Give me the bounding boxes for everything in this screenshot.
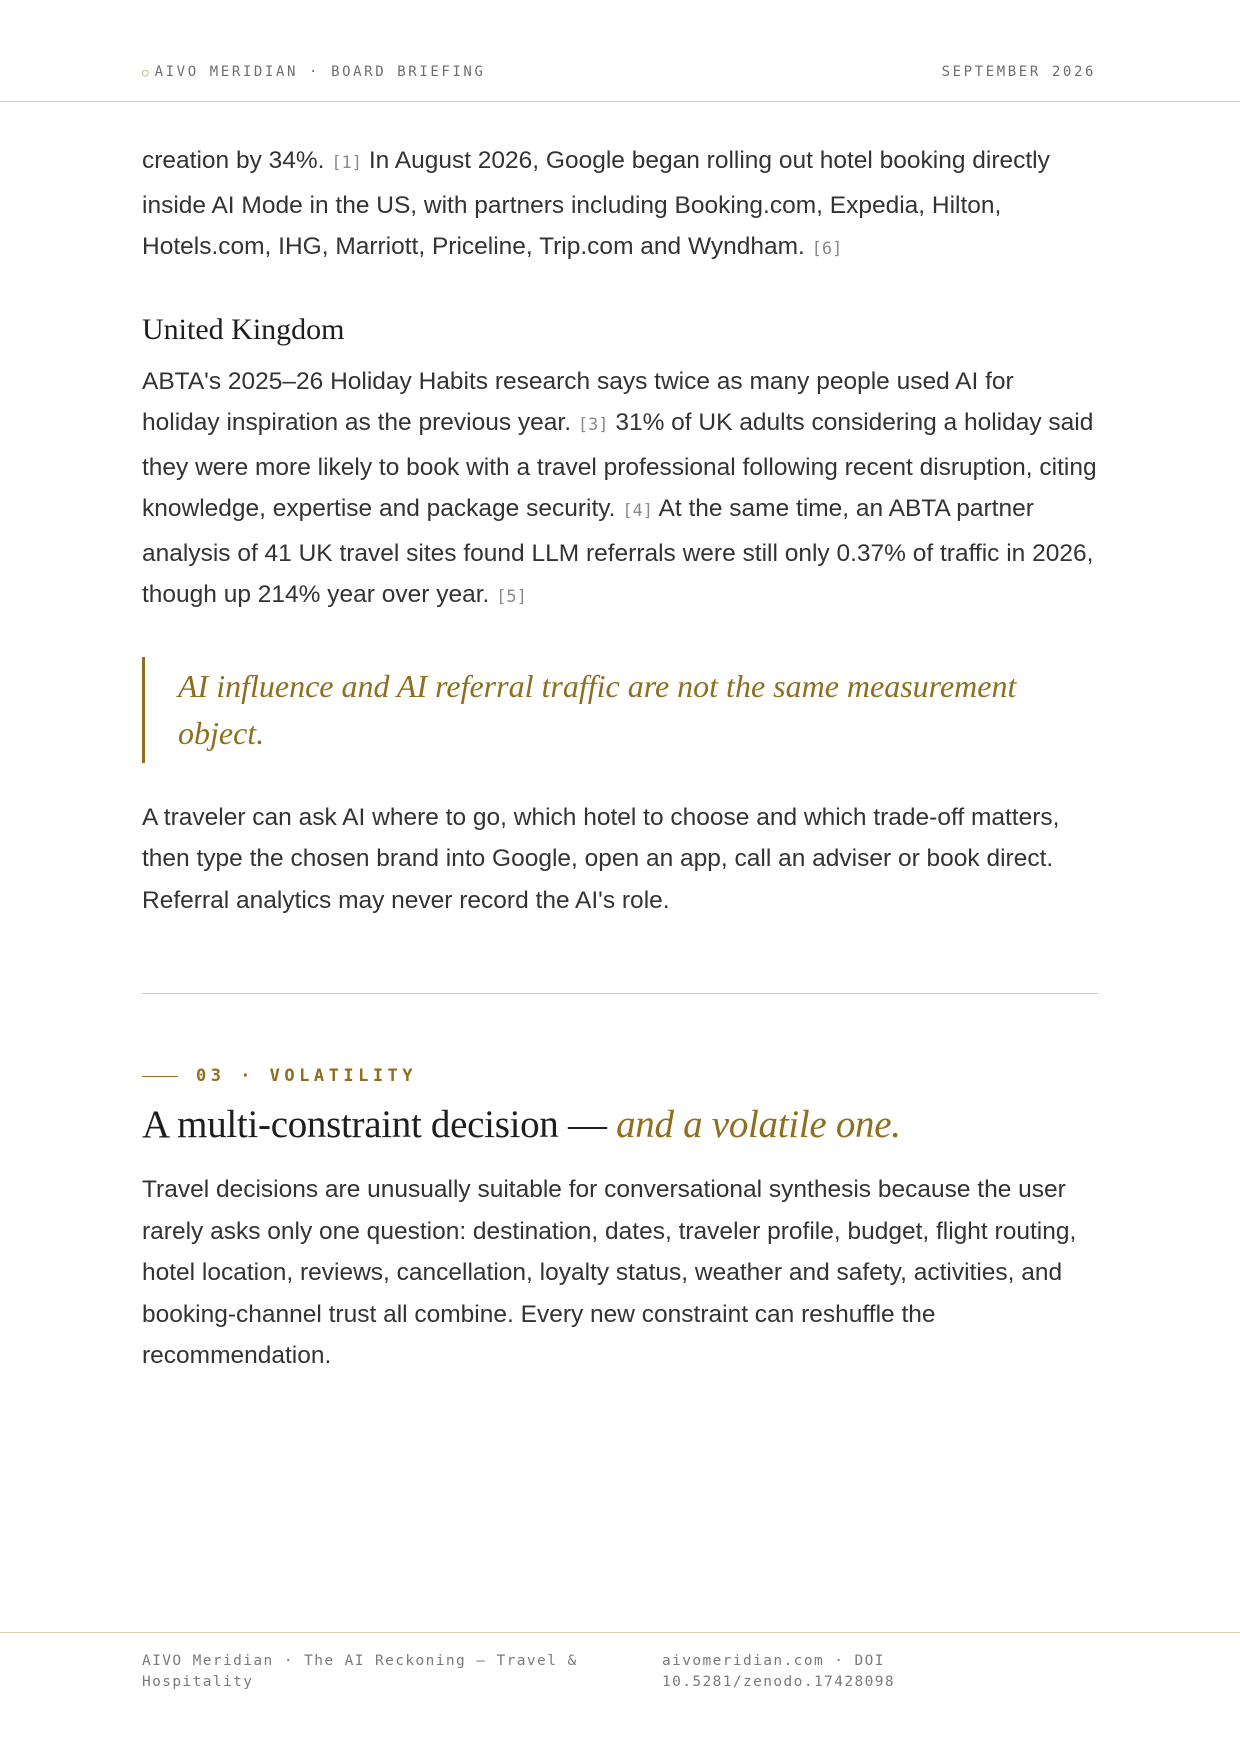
- pull-quote: AI influence and AI referral traffic are not the same measurement object.: [142, 657, 1098, 763]
- citation-ref: [4]: [622, 501, 654, 521]
- uk-text-2: 31% of UK adults considering a holiday said they were more likely to book with a travel professional following recent disruption, citing knowledge, expertise and package security.: [142, 409, 1097, 522]
- page-content: [142, 140, 1098, 1377]
- uk-paragraph: [142, 361, 1098, 619]
- circle-icon: ○: [142, 66, 149, 79]
- intro-text-2: In August 2026, Google began rolling out hotel booking directly inside AI Mode in the US, with partners including Booking.com, Expedia, Hilton, Hotels.com, IHG, Marriott, Priceline, Trip.com and Wyndham.: [142, 147, 1050, 260]
- intro-text-1: creation by 34%.: [142, 147, 332, 174]
- traveler-paragraph: A traveler can ask AI where to go, which hotel to choose and which trade-off matters, then type the chosen brand into Google, open an app, call an adviser or book direct. Referral analytics may never record the AI's role.: [142, 803, 1060, 914]
- citation-ref: [5]: [496, 587, 527, 607]
- section-title-accent: and a volatile one.: [616, 1103, 901, 1146]
- uk-heading: United Kingdom: [142, 312, 345, 346]
- section-title: [142, 1102, 1098, 1147]
- intro-paragraph: [142, 140, 1098, 271]
- citation-ref: [3]: [577, 415, 609, 435]
- section-title-main: A multi-constraint decision —: [142, 1103, 617, 1146]
- uk-text-3: At the same time, an ABTA partner analysis of 41 UK travel sites found LLM referrals were still only 0.37% of traffic in 2026, though up 214% year over year.: [142, 495, 1094, 608]
- uk-text-1: ABTA's 2025–26 Holiday Habits research says twice as many people used AI for holiday inspiration as the previous year.: [142, 367, 1014, 436]
- citation-ref: [1]: [331, 153, 363, 173]
- page-footer: [0, 1632, 1240, 1755]
- header-publication: [142, 64, 486, 80]
- section-divider: [142, 993, 1098, 994]
- section-kicker-label: 03 · VOLATILITY: [196, 1066, 418, 1086]
- section-kicker: [142, 1066, 1098, 1086]
- page-header: [0, 0, 1240, 102]
- section-body: Travel decisions are unusually suitable for conversational synthesis because the user rarely asks only one question: destination, dates, traveler profile, budget, flight routing, hotel location, reviews, cancellation, loyalty status, weather and safety, activities, and booking-channel trust all combine. Every new constraint can reshuffle the recommendation.: [142, 1176, 1077, 1369]
- citation-ref: [6]: [811, 239, 843, 259]
- kicker-rule: [142, 1076, 178, 1077]
- footer-doi: aivomeridian.com · DOI 10.5281/zenodo.17428098: [662, 1653, 895, 1690]
- footer-source: AIVO Meridian · The AI Reckoning — Travel & Hospitality: [142, 1653, 578, 1690]
- header-publication-label: AIVO MERIDIAN · BOARD BRIEFING: [154, 64, 486, 80]
- header-date: SEPTEMBER 2026: [941, 64, 1096, 80]
